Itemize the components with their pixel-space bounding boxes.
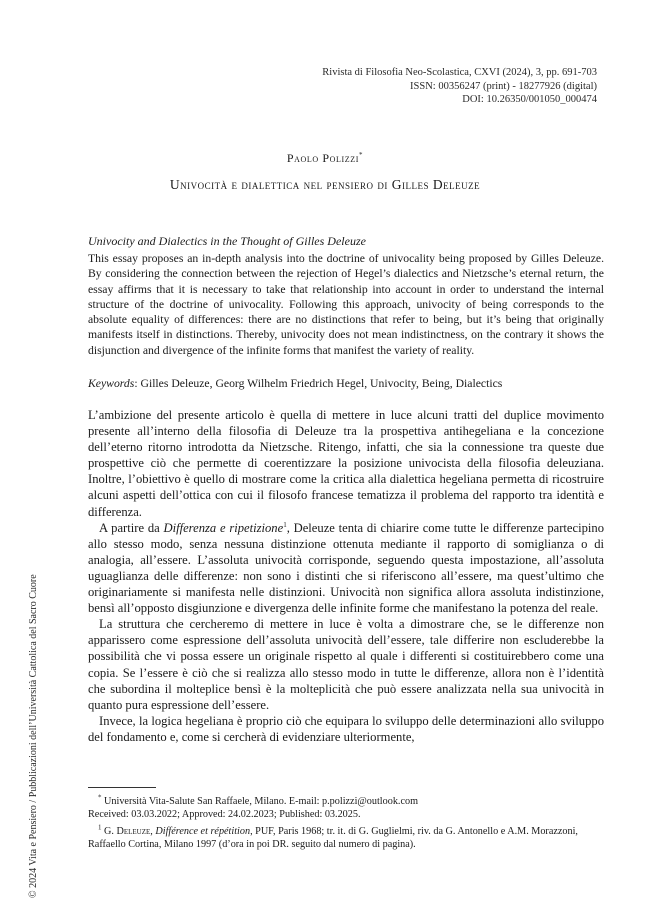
abstract: This essay proposes an in-depth analysis into the doctrine of univocality being proposed by Gilles Deleuze. By considering the connection between the rejection of Hegel’s dialectics and Nietzsche’s eternal return, the essay affirms that it is necessary to take that relationship into account in order to understand the internal structure of the doctrine of univocality. Following this approach, univocity of being corresponds to the absolute equality of differences: there are no distinctions that refer to being, but it’s being that originally manifests itself in distinctions. Thereby, univocity does not mean indistinctness, on the contrary it shows the disjunction and divergence of the infinite forms that manifest the variety of reality. — [88, 252, 604, 357]
author-footnote-marker: * — [359, 151, 364, 159]
english-title: Univocity and Dialectics in the Thought of Gilles Deleuze — [88, 234, 366, 248]
footnote-1-work: Différence et répétition — [155, 826, 251, 837]
doi-line: DOI: 10.26350/001050_000474 — [462, 94, 597, 105]
side-copyright: © 2024 Vita e Pensiero / Pubblicazioni dell’Università Cattolica del Sacro Cuore — [28, 574, 39, 898]
article-body — [88, 407, 604, 745]
issn-line: ISSN: 00356247 (print) - 18277926 (digital) — [410, 80, 597, 92]
footnote-star-affiliation: Università Vita-Salute San Raffaele, Milano. E-mail: p.polizzi@outlook.com — [104, 796, 418, 807]
keywords-separator: : — [134, 377, 141, 390]
footnote-1 — [88, 825, 604, 851]
footnote-ref-1[interactable]: 1 — [283, 520, 287, 529]
footnote-1-author: G. Deleuze — [104, 826, 151, 837]
article-title: Univocità e dialettica nel pensiero di Gilles Deleuze — [169, 177, 481, 192]
body-paragraph-3: La struttura che cercheremo di mettere in luce è volta a dimostrare che, se le differenze non apparissero come espressione dell’assoluta univocità dell’essere, tale differire non escluderebbe la possibilità che vi possa essere un originale rispetto al quale i differenti si costituirebbero come una copia. Se l’essere è ciò che si realizza allo stesso modo in tutte le differenze, allora non è l’identità che subordina il molteplice bensì è la molteplicità che può essere analizzata nella sua univocità in quanto pura espressione dell’essere. — [88, 617, 604, 712]
p2-work-title: Differenza e ripetizione — [163, 520, 284, 535]
keywords-label: Keywords — [88, 377, 135, 390]
p2-start: A partire da — [99, 520, 164, 535]
author-name — [0, 151, 650, 166]
footnote-divider — [88, 787, 156, 788]
author-name-text: Paolo Polizzi — [286, 151, 360, 165]
footnotes — [88, 795, 604, 855]
body-paragraph-4: Invece, la logica hegeliana è proprio ciò che equipara lo sviluppo delle determinazioni allo sviluppo del fondamento e, come si cercherà di evidenziare ulteriormente, — [88, 713, 604, 744]
p2-rest: , Deleuze tenta di chiarire come tutte le differenze partecipino allo stesso modo, senza nessuna distinzione ottenuta mediante il rapporto di somiglianza o di analogia, all’essere. L’assoluta univocità corrisponde, seguendo questa impostazione, all’assoluta uguaglianza delle differenze: non sono i distinti che si riferiscono all’essere, ma quest’ultimo che originariamente si manifesta nelle distinzioni. Univocità non significa allora assoluta indistinzione, bensì all’opposto disgiunzione e divergenza delle infinite forme che manifestano la potenza del reale. — [88, 520, 605, 616]
journal-citation: Rivista di Filosofia Neo-Scolastica, CXVI (2024), 3, pp. 691-703 — [322, 67, 597, 78]
body-paragraph-2 — [88, 520, 604, 617]
body-paragraph-1: L’ambizione del presente articolo è quella di mettere in luce alcuni tratti del duplice movimento presente all’interno della filosofia di Deleuze tra la prospettiva antihegeliana e la concezione dell’eterno ritorno introdotta da Nietzsche. Ritengo, infatti, che sia la connessione tra queste due prospettive ciò che permette di coerentizzare la posizione univocista della filosofia deleuziana. Inoltre, l’obiettivo è quello di mostrare come la critica alla dialettica hegeliana permetta di ricostruire alcuni aspetti dell’ottica con cui il filosofo francese tematizza il problema del rapporto tra identità e differenza. — [88, 408, 604, 519]
footnote-star-dates: Received: 03.03.2022; Approved: 24.02.2023; Published: 03.2025. — [88, 809, 361, 820]
footnote-star-marker: * — [98, 793, 102, 802]
journal-header — [177, 66, 597, 107]
footnote-star — [88, 795, 604, 821]
footnote-1-sep: , — [150, 826, 156, 837]
footnote-1-marker: 1 — [98, 823, 102, 832]
keywords-list: Gilles Deleuze, Georg Wilhelm Friedrich Hegel, Univocity, Being, Dialectics — [140, 377, 503, 390]
keywords — [88, 376, 604, 391]
footnote-1-rest: , PUF, Paris 1968; tr. it. di G. Guglielmi, riv. da G. Antonello e A.M. Morazzoni, Raffaello Cortina, Milano 1997 (d’ora in poi DR. seguito dal numero di pagina). — [88, 826, 578, 850]
